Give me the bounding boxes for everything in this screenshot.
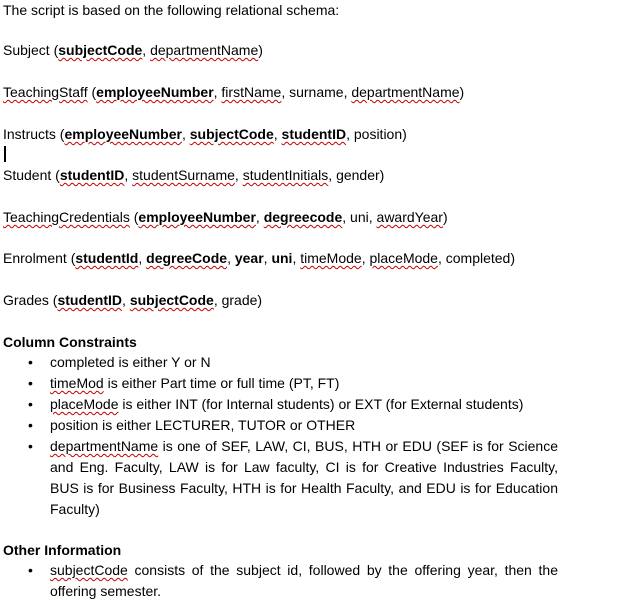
key-attribute: employeeNumber — [96, 84, 214, 100]
text: Enrolment ( — [3, 250, 76, 266]
text: ( — [87, 84, 97, 100]
list-item — [0, 394, 558, 415]
key-attribute: degreeCode — [146, 250, 228, 266]
key-attribute: employeeNumber — [64, 126, 182, 142]
list-item — [0, 415, 558, 436]
schema-enrolment — [3, 249, 515, 267]
text: , — [273, 126, 282, 142]
text: , — [361, 250, 370, 266]
key-attribute: uni — [271, 250, 293, 266]
text: consists of the subject id, followed by the offering year, then the offering semester. — [50, 562, 558, 599]
bullet: • — [28, 354, 33, 370]
text: , — [234, 167, 243, 183]
text-cursor — [4, 146, 6, 162]
text: Grades ( — [3, 292, 58, 308]
attribute: departmentName — [351, 84, 460, 100]
attribute: subjectCode — [50, 562, 128, 578]
text: ) — [459, 84, 465, 100]
attribute: timeMod — [50, 375, 104, 391]
text: , — [138, 250, 147, 266]
text: is either INT (for Internal students) or EXT (for External students) — [118, 396, 524, 412]
list-item — [0, 373, 558, 394]
schema-instructs — [3, 125, 407, 143]
attribute: timeMode — [300, 250, 362, 266]
text: , completed) — [437, 250, 516, 266]
schema-student — [3, 166, 384, 184]
text-block — [50, 560, 558, 602]
text: , — [227, 250, 235, 266]
attribute: studentSurname — [132, 167, 235, 183]
bullet: • — [28, 562, 33, 578]
attribute: awardYear — [376, 209, 443, 225]
key-attribute: studentId — [75, 250, 139, 266]
key-attribute: employeeNumber — [138, 209, 256, 225]
relation-name: TeachingStaff — [3, 84, 88, 100]
attribute: studentInitials — [242, 167, 329, 183]
key-attribute: studentID — [57, 292, 123, 308]
text: is either Part time or full time (PT, FT) — [103, 375, 340, 391]
key-attribute: subjectCode — [129, 292, 214, 308]
relation-name: TeachingCredentials — [3, 209, 130, 225]
list-item — [0, 352, 558, 373]
text: , uni, — [342, 209, 377, 225]
text: completed is either Y or N — [50, 354, 211, 370]
text: , — [255, 209, 264, 225]
schema-teachingcredentials — [3, 208, 448, 226]
other-list — [0, 560, 558, 602]
intro-text: The script is based on the following relational schema: — [3, 2, 340, 18]
key-attribute: degreecode — [263, 209, 343, 225]
attribute: departmentName — [150, 42, 259, 58]
text: ) — [442, 209, 448, 225]
attribute: departmentName — [50, 438, 159, 454]
text: , — [142, 42, 151, 58]
text: , — [124, 167, 133, 183]
list-item — [0, 436, 558, 520]
bullet: • — [28, 438, 33, 454]
text: , position) — [346, 126, 407, 142]
key-attribute: subjectCode — [58, 42, 143, 58]
text: , — [213, 84, 222, 100]
text-block — [50, 436, 558, 520]
schema-teachingstaff — [3, 83, 464, 101]
other-information-heading: Other Information — [3, 542, 122, 558]
key-attribute: studentID — [281, 126, 347, 142]
text: , grade) — [213, 292, 263, 308]
text: Student ( — [3, 167, 60, 183]
schema-subject — [3, 41, 263, 59]
attribute: placeMode — [50, 396, 119, 412]
text: ( — [49, 42, 59, 58]
text: , — [122, 292, 130, 308]
list-item — [0, 560, 558, 602]
bullet: • — [28, 417, 33, 433]
attribute: placeMode — [369, 250, 438, 266]
text: position is either LECTURER, TUTOR or OTHER — [50, 417, 356, 433]
bullet: • — [28, 396, 33, 412]
column-constraints-heading: Column Constraints — [3, 334, 137, 350]
schema-grades — [3, 291, 262, 309]
text: ) — [258, 42, 263, 58]
text: , — [292, 250, 301, 266]
text: ( — [129, 209, 139, 225]
text: Instructs ( — [3, 126, 65, 142]
text: , — [263, 250, 272, 266]
relation-name: Subject — [3, 42, 50, 58]
text: , gender) — [328, 167, 385, 183]
key-attribute: studentID — [59, 167, 125, 183]
constraints-list — [0, 352, 558, 520]
attribute: firstName — [221, 84, 282, 100]
text: is one of SEF, LAW, CI, BUS, HTH or EDU (SEF is for Science and Eng. Faculty, LAW is for Law faculty, CI is for Creative Industries Faculty, BUS is for Business Faculty, HTH is for Health Faculty, and EDU is for Education Faculty) — [50, 438, 558, 517]
bullet: • — [28, 375, 33, 391]
key-attribute: subjectCode — [189, 126, 274, 142]
key-attribute: year — [234, 250, 264, 266]
text: , surname, — [281, 84, 352, 100]
text: , — [181, 126, 190, 142]
